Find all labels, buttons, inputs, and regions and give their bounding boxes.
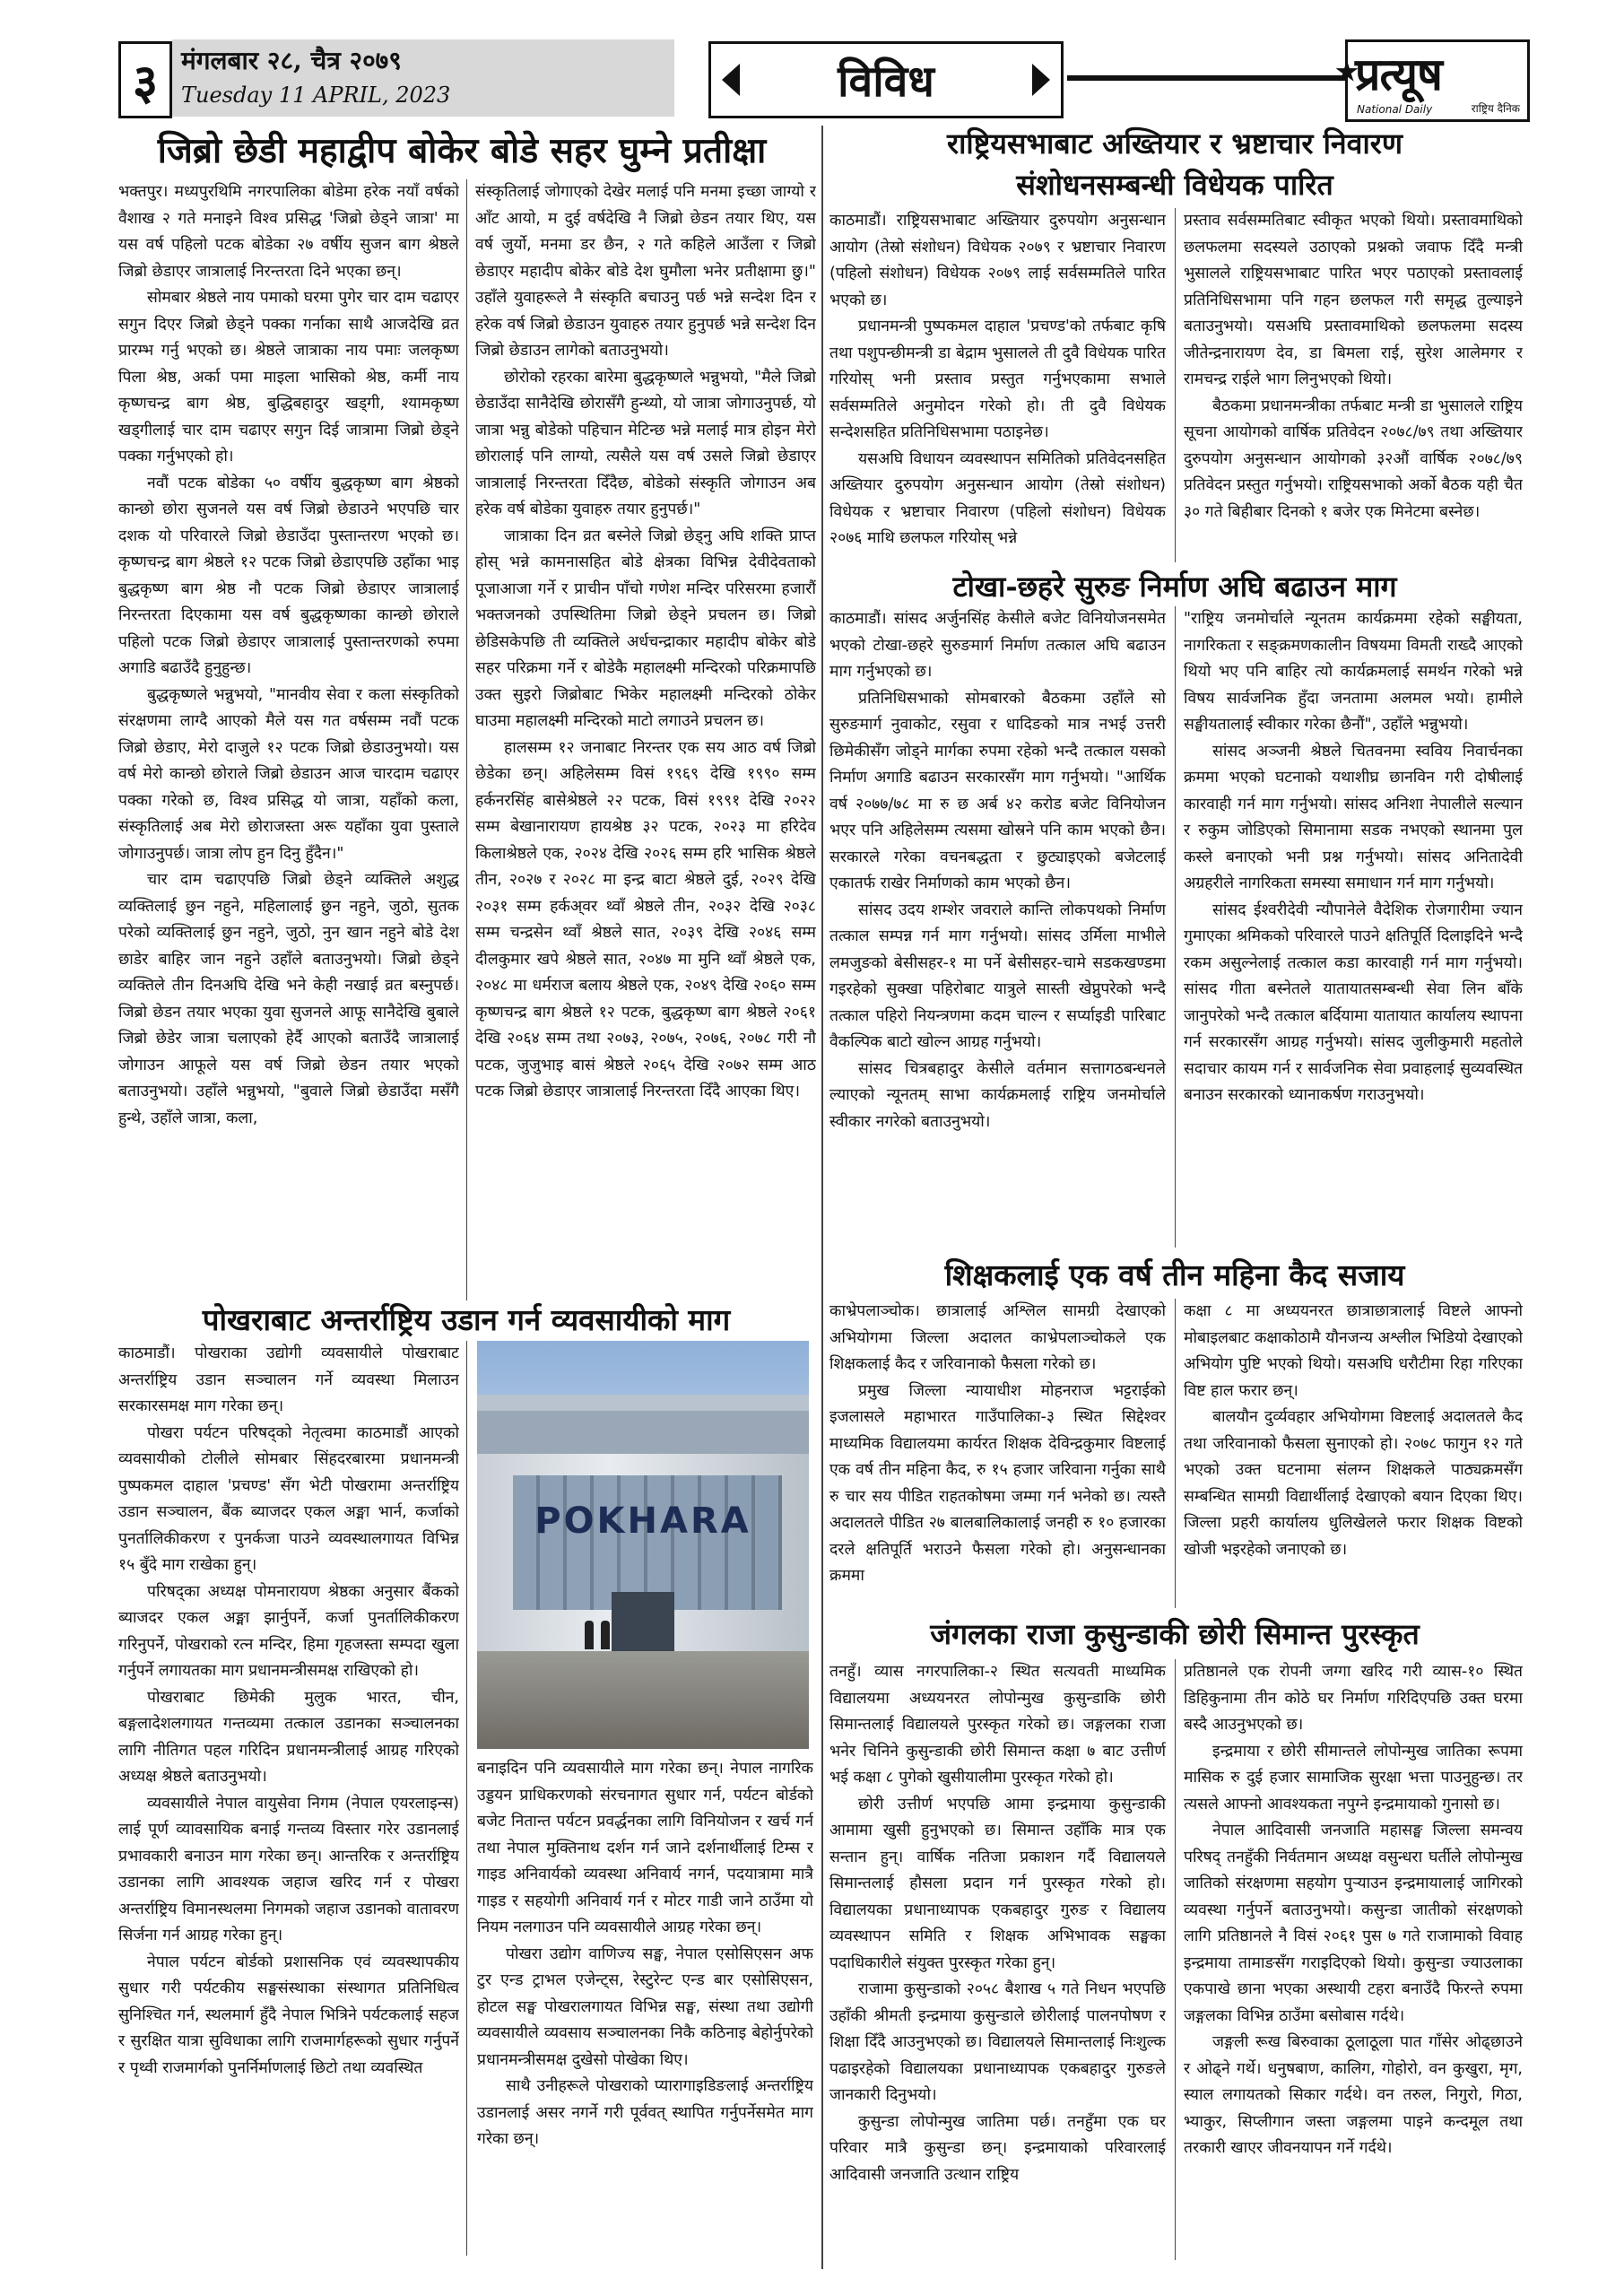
column-divider bbox=[1175, 208, 1176, 562]
arrow-right-icon bbox=[1032, 64, 1050, 96]
logo-subtitle-np: राष्ट्रिय दैनिक bbox=[1471, 102, 1520, 115]
paragraph: सोमबार श्रेष्ठले नाय पमाको घरमा पुगेर चार दाम चढाएर सगुन दिएर जिब्रो छेड्ने पक्का गर्नाका साथै आजदेखि व्रत प्रारम्भ गर्नु भएको छ। श्रेष्ठले जात्राका नाय पमाः जलकृष्ण पिला श्रेष्ठ, अर्का पमा माइला भासिको श्रेष्ठ, कर्मी नाय कृष्णचन्द्र बाग श्रेष्ठ, बुद्धिबहादुर खड्गी, श्यामकृष्ण खड्गीलाई चार दाम चढाएर सगुन दिई जात्रामा जिब्रो छेड्ने पक्का गर्नुभएको हो। bbox=[118, 289, 459, 465]
paragraph: राजामा कुसुन्डाको २०५८ बैशाख ५ गते निधन भएपछि उहाँकी श्रीमती इन्द्रमाया कुसुन्डाले छोरीलाई पालनपोषण र शिक्षा दिँदै आउनुभएको छ। विद्यालयले सिमान्तलाई निःशुल्क पढाइरहेको विद्यालयका प्रधानाध्यापक एकबहादुर गुरुङले जानकारी दिनुभयो। bbox=[829, 1980, 1166, 2104]
paragraph: प्रतिष्ठानले एक रोपनी जग्गा खरिद गरी व्यास-१० स्थित डिहिकुनामा तीन कोठे घर निर्माण गरिदिएपछि उक्त घरमा बस्दै आउनुभएको छ। bbox=[1184, 1663, 1523, 1734]
article-tunnel-col2 bbox=[1184, 606, 1523, 1252]
headline-pokhara-flights: पोखराबाट अन्तर्राष्ट्रिय उडान गर्न व्यवसायीको माग bbox=[202, 1302, 731, 1337]
paragraph: बैठकमा प्रधानमन्त्रीका तर्फबाट मन्त्री डा भुसालले राष्ट्रिय सूचना आयोगको वार्षिक प्रतिवेदन २०७८/७९ तथा अख्तियार दुरुपयोग अनुसन्धान आयोगको ३२औं वार्षिक २०७८/७९ प्रतिवेदन प्रस्तुत गर्नुभयो। राष्ट्रियसभाको अर्को बैठक यही चैत ३० गते बिहीबार दिनको १ बजेर एक मिनेटमा बस्नेछ। bbox=[1184, 396, 1523, 521]
article-kusunda-col1 bbox=[829, 1659, 1166, 2267]
paragraph: प्रमुख जिल्ला न्यायाधीश मोहनराज भट्टराईको इजलासले महाभारत गाउँपालिका-३ स्थित सिद्देश्वर माध्यमिक विद्यालयमा कार्यरत शिक्षक देविन्द्रकुमार विष्टलाई एक वर्ष तीन महिना कैद, रु १५ हजार जरिवाना गर्नुका साथै रु चार सय पीडित राहतकोषमा जम्मा गर्न भनेको छ। त्यस्तै अदालतले पीडित २७ बालबालिकालाई जनही रु १० हजारका दरले क्षतिपूर्ति भराउने फैसला गरेको हो। अनुसन्धानका क्रममा bbox=[829, 1381, 1166, 1585]
logo-subtitle-en: National Daily bbox=[1357, 103, 1433, 116]
paragraph: बनाइदिन पनि व्यवसायीले माग गरेका छन्। नेपाल नागरिक उड्डयन प्राधिकरणको संरचनागत सुधार गर्न, पर्यटन बोर्डको बजेट नितान्त पर्यटन प्रवर्द्धनका लागि विनियोजन र खर्च गर्न तथा नेपाल मुक्तिनाथ दर्शन गर्न जाने दर्शनार्थीलाई टिम्स र गाइड अनिवार्यको व्यवस्था अनिवार्य नगर्न, पदयात्रामा मात्रै गाइड र सहयोगी अनिवार्य गर्न र मोटर गाडी जाने ठाउँमा यो नियम नलगाउन पनि व्यवसायीले आग्रह गरेका छन्। bbox=[477, 1760, 813, 1936]
paragraph: साथै उनीहरूले पोखराको प्यारागाइडिङलाई अन्तर्राष्ट्रिय उडानलाई असर नगर्ने गरी पूर्ववत् स्थापित गर्नुपर्नेसमेत माग गरेका छन्। bbox=[477, 2077, 813, 2148]
paragraph: सांसद ईश्वरीदेवी न्यौपानेले वैदेशिक रोजगारीमा ज्यान गुमाएका श्रमिकको परिवारले पाउने क्षतिपूर्ति दिलाइदिने भन्दै रकम असुल्नेलाई तत्काल कडा कारवाही गर्न माग गर्नुभयो। सांसद गीता बस्नेतले यातायातसम्बन्धी सेवा लिन बाँके जानुपरेको भन्दै तत्काल बर्दियामा यातायात कार्यालय स्थापना गर्न सरकारसँग आग्रह गर्नुभयो। सांसद जुलीकुमारी महतोले सदाचार कायम गर्न र सार्वजनिक सेवा प्रवाहलाई सुव्यवस्थित बनाउन सरकारको ध्यानाकर्षण गराउनुभयो। bbox=[1184, 900, 1523, 1104]
article-tongue-col2 bbox=[475, 179, 816, 1300]
paragraph: भक्तपुर। मध्यपुरथिमि नगरपालिका बोडेमा हरेक नयाँ वर्षको वैशाख २ गते मनाइने विश्व प्रसिद्ध 'जिब्रो छेड्ने जात्रा' मा यस वर्ष पहिलो पटक बोडेका २७ वर्षीय सुजन बाग श्रेष्ठले जिब्रो छेडाएर जात्रालाई निरन्तरता दिने भएका छन्। bbox=[118, 183, 459, 281]
article-pokhara-col1 bbox=[118, 1341, 459, 2265]
paragraph: पोखरा पर्यटन परिषद्को नेतृत्वमा काठमाडौं आएको व्यवसायीको टोलीले सोमबार सिंहदरबारमा प्रधानमन्त्री पुष्पकमल दाहाल 'प्रचण्ड' सँग भेटी पोखरामा अन्तर्राष्ट्रिय उडान सञ्चालन, बैंक ब्याजदर एकल अङ्मा भार्न, कर्जाको पुनर्तालिकीकरण र पुनर्कजा पाउने व्यवस्थालगायत विभिन्न १५ बुँदे माग राखेका हुन्। bbox=[118, 1423, 459, 1574]
headline-teacher-sentence: शिक्षकलाई एक वर्ष तीन महिना कैद सजाय bbox=[944, 1257, 1405, 1292]
paragraph: "राष्ट्रिय जनमोर्चाले न्यूनतम कार्यक्रममा रहेको सङ्घीयता, नागरिकता र सङ्क्रमणकालीन विषयमा विमती राख्दै आएको थियो भए पनि बाहिर त्यो कार्यक्रमलाई समर्थन गरेको भन्ने विषय सार्वजनिक हुँदा जनतामा अलमल भयो। हामीले सङ्घीयतालाई स्वीकार गरेका छैनौं", उहाँले भन्नुभयो। bbox=[1184, 610, 1523, 734]
paragraph: हालसम्म १२ जनाबाट निरन्तर एक सय आठ वर्ष जिब्रो छेडेका छन्। अहिलेसम्म विसं १९६९ देखि १९९० सम्म हर्कनरसिंह बासेश्रेष्ठले २२ पटक, विसं १९९१ देखि २०२२ सम्म बेखानारायण हायश्रेष्ठ ३२ पटक, २०२३ मा हरिदेव किलाश्रेष्ठले एक, २०२४ देखि २०२६ सम्म हरि भासिक श्रेष्ठले तीन, २०२७ र २०२८ मा इन्द्र बाटा श्रेष्ठले दुई, २०२९ देखि २०३१ सम्म हर्कअ्वर थ्वाँ श्रेष्ठले तीन, २०३२ देखि २०३८ सम्म चन्द्रसेन थ्वाँ श्रेष्ठले सात, २०३९ देखि २०४६ सम्म दीलकुमार खपे श्रेष्ठले सात, २०४७ मा मुनि थ्वाँ श्रेष्ठले एक, २०४८ मा धर्मराज बलाय श्रेष्ठले एक, २०४९ देखि २०६० सम्म कृष्णचन्द्र बाग श्रेष्ठले १२ पटक, बुद्धकृष्ण बाग श्रेष्ठले २०६१ देखि २०६४ सम्म तथा २०७३, २०७५, २०७६, २०७८ गरी नौ पटक, जुजुभाइ बासं श्रेष्ठले २०६५ देखि २०७२ सम्म आठ पटक जिब्रो छेडाएर जात्रालाई निरन्तरता दिँदै आएका थिए। bbox=[475, 738, 816, 1100]
paragraph: सांसद उदय शम्शेर जवराले कान्ति लोकपथको निर्माण तत्काल सम्पन्न गर्न माग गर्नुभयो। सांसद उर्मिला माभीले लमजुङको बेसीसहर-१ मा पर्ने बेसीसहर-चामे सडकखण्डमा गइरहेको सुक्खा पहिरोबाट यात्रुले सास्ती खेप्नुपरेको भन्दै तत्काल पहिरो नियन्त्रणमा कदम चाल्न र सर्प्याइडी पारिबाट वैकल्पिक बाटो खोल्न आग्रह गर्नुभयो। bbox=[829, 900, 1166, 1051]
paragraph: सांसद चित्रबहादुर केसीले वर्तमान सत्तागठबन्धनले ल्याएको न्यूनतम् साभा कार्यक्रमलाई राष्ट्रिय जनमोर्चाले स्वीकार नगरेको बताउनुभयो। bbox=[829, 1059, 1166, 1131]
paragraph: इन्द्रमाया र छोरी सीमान्तले लोपोन्मुख जातिका रूपमा मासिक रु दुई हजार सामाजिक सुरक्षा भत्ता पाउनुहुन्छ। तर त्यसले आफ्नो आवश्यकता नपुग्ने इन्द्रमायाको गुनासो छ। bbox=[1184, 1742, 1523, 1813]
headline-parliament-line1: राष्ट्रियसभाबाट अख्तियार र भ्रष्टाचार निवारण bbox=[947, 126, 1403, 161]
paragraph: काठमाडौं। सांसद अर्जुनसिंह केसीले बजेट विनियोजनसमेत भएको टोखा-छहरे सुरुङमार्ग निर्माण तत्काल अघि बढाउन माग गर्नुभएको छ। bbox=[829, 610, 1166, 681]
paragraph: व्यवसायीले नेपाल वायुसेवा निगम (नेपाल एयरलाइन्स) लाई पूर्ण व्यावसायिक बनाई गन्तव्य विस्तार गरेर उडानलाई प्रभावकारी बनाउन माग गरेका छन्। आन्तरिक र अन्तर्राष्ट्रिय उडानका लागि आवश्यक जहाज खरिद गर्न र पोखरा अन्तर्राष्ट्रिय विमानस्थलमा निगमको जहाज उडानको वातावरण सिर्जना गर्न आग्रह गरेका हुन्। bbox=[118, 1794, 459, 1944]
article-teacher-col1 bbox=[829, 1299, 1166, 1613]
newspaper-logo bbox=[1345, 39, 1530, 122]
headline-kusunda: जंगलका राजा कुसुन्डाकी छोरी सिमान्त पुरस्कृत bbox=[930, 1617, 1420, 1651]
pokhara-airport-photo bbox=[477, 1341, 809, 1749]
paragraph: कुसुन्डा लोपोन्मुख जातिमा पर्छ। तनहुँमा एक घर परिवार मात्रै कुसुन्डा छन्। इन्द्रमायाको परिवारलाई आदिवासी जनजाति उत्थान राष्ट्रिय bbox=[829, 2112, 1166, 2184]
section-label: विविध bbox=[838, 56, 934, 107]
article-parliament-col2 bbox=[1184, 208, 1523, 567]
paragraph: नवौं पटक बोडेका ५० वर्षीय बुद्धकृष्ण बाग श्रेष्ठको कान्छो छोरा सुजनले यस वर्ष जिब्रो छेडाउने भएपछि चार दशक यो परिवारले जिब्रो छेडाउँदा पुस्तान्तरण भएको छ। कृष्णचन्द्र बाग श्रेष्ठले १२ पटक जिब्रो छेडाएपछि उहाँका भाइ बुद्धकृष्ण बाग श्रेष्ठ नौ पटक जिब्रो छेडाएर जात्रालाई निरन्तरता दिएकामा यस वर्ष बुद्धकृष्णका कान्छो छोराले पहिलो पटक जिब्रो छेडाएर जात्रालाई पुस्तान्तरणको रुपमा अगाडि बढाउँदै हुनुहुन्छ। bbox=[118, 474, 459, 677]
date-box bbox=[172, 39, 674, 117]
paragraph: संस्कृतिलाई जोगाएको देखेर मलाई पनि मनमा इच्छा जाग्यो र आँट आयो, म दुई वर्षदेखि नै जिब्रो छेडन तयार थिए, यस वर्ष जुर्यो, मनमा डर छैन, २ गते कहिले आउँला र जिब्रो छेडाएर महादीप बोकेर बोडे देश घुमौला भनेर प्रतीक्षामा छु।" उहाँले युवाहरूले नै संस्कृति बचाउनु पर्छ भन्ने सन्देश दिन र हरेक वर्ष जिब्रो छेडाउन युवाहरु तयार हुनुपर्छ भन्ने सन्देश दिन जिब्रो छेडाउन लागेको बताउनुभयो। bbox=[475, 183, 816, 360]
header-divider bbox=[1067, 75, 1345, 81]
paragraph: कक्षा ८ मा अध्ययनरत छात्राछात्रालाई विष्टले आफ्नो मोबाइलबाट कक्षाकोठामै यौनजन्य अश्लील भिडियो देखाएको अभियोग पुष्टि भएको थियो। यसअघि धरौटीमा रिहा गरिएका विष्ट हाल फरार छन्। bbox=[1184, 1302, 1523, 1400]
section-title bbox=[708, 41, 1064, 118]
paragraph: जङ्गली रूख बिरुवाका ठूलाठूला पात गाँसेर ओढ्छाउने र ओढ्ने गर्थे। धनुषबाण, कालिग, गोहोरो, वन कुखुरा, मृग, स्याल लगायतको सिकार गर्दथे। वन तरुल, निगुरो, गिठा, भ्याकुर, सिप्लीगान जस्ता जङ्गलमा पाइने कन्दमूल तथा तरकारी खाएर जीवनयापन गर्ने गर्दथे। bbox=[1184, 2033, 1523, 2157]
column-divider bbox=[466, 179, 467, 1300]
paragraph: यसअघि विधायन व्यवस्थापन समितिको प्रतिवेदनसहित अख्तियार दुरुपयोग अनुसन्धान आयोग (तेस्रो संशोधन) विधेयक र भ्रष्टाचार निवारण (पहिलो संशोधन) विधेयक २०७६ माथि छलफल गरियोस् भन्ने bbox=[829, 449, 1166, 547]
arrow-left-icon bbox=[722, 64, 740, 96]
paragraph: जात्राका दिन व्रत बस्नेले जिब्रो छेड्नु अघि शक्ति प्राप्त होस् भन्ने कामनासहित बोडे क्षेत्रका विभिन्न देवीदेवताको पूजाआजा गर्ने र प्राचीन पाँचो गणेश मन्दिर परिसरमा हजारौं भक्तजनको उपस्थितिमा जिब्रो छेड्ने प्रचलन छ। जिब्रो छेडिसकेपछि ती व्यक्तिले अर्धचन्द्राकार महादीप बोकेर बोडे सहर परिक्रमा गर्ने र बोडेकै महालक्ष्मी मन्दिरको परिक्रमापछि उक्त सुइरो जिब्रोबाट भिकेर महालक्ष्मी मन्दिरको ठोकेर घाउमा महालक्ष्मी मन्दिरको माटो लगाउने प्रचलन छ। bbox=[475, 526, 816, 730]
article-pokhara-col2 bbox=[477, 1756, 813, 2267]
paragraph: काठमाडौं। पोखराका उद्योगी व्यवसायीले पोखराबाट अन्तर्राष्ट्रिय उडान सञ्चालन गर्ने व्यवस्था मिलाउन सरकारसमक्ष माग गरेका छन्। bbox=[118, 1344, 459, 1415]
column-divider bbox=[1175, 1299, 1176, 1608]
paragraph: छोरी उत्तीर्ण भएपछि आमा इन्द्रमाया कुसुन्डाकी आमामा खुसी हुनुभएको छ। सिमान्त उहाँकि मात्र एक सन्तान हुन्। वार्षिक नतिजा प्रकाशन गर्दै विद्यालयले सिमान्तलाई हौसला प्रदान गर्न पुरस्कृत गरेको हो। विद्यालयका प्रधानाध्यापक एकबहादुर गुरुङ र विद्यालय व्यवस्थापन समिति र शिक्षक अभिभावक सङ्घका पदाधिकारीले संयुक्त पुरस्कृत गरेका हुन्। bbox=[829, 1795, 1166, 1972]
article-parliament-col1 bbox=[829, 208, 1166, 567]
paragraph: बालयौन दुर्व्यवहार अभियोगमा विष्टलाई अदालतले कैद तथा जरिवानाको फैसला सुनाएको हो। २०७८ फागुन १२ गते भएको उक्त घटनामा संलग्न शिक्षकले पाठ्यक्रमसँग सम्बन्धित सामग्री विद्यार्थीलाई देखाएको बयान दिएका थिए। जिल्ला प्रहरी कार्यालय धुलिखेलले फरार शिक्षक विष्टको खोजी भइरहेको जनाएको छ। bbox=[1184, 1408, 1523, 1559]
paragraph: परिषद्का अध्यक्ष पोमनारायण श्रेष्ठका अनुसार बैंकको ब्याजदर एकल अङ्मा झार्नुपर्ने, कर्जा पुनर्तालिकीकरण गरिनुपर्ने, पोखराको रत्न मन्दिर, हिमा गृहजस्ता सम्पदा खुला गर्नुपर्ने लगायतका माग प्रधानमन्त्रीसमक्ष राखिएको हो। bbox=[118, 1582, 459, 1680]
paragraph: काठमाडौं। राष्ट्रियसभाबाट अख्तियार दुरुपयोग अनुसन्धान आयोग (तेस्रो संशोधन) विधेयक २०७९ र भ्रष्टाचार निवारण (पहिलो संशोधन) विधेयक २०७९ लाई सर्वसम्मतिले पारित भएको छ। bbox=[829, 212, 1166, 309]
paragraph: प्रस्ताव सर्वसम्मतिबाट स्वीकृत भएको थियो। प्रस्तावमाथिको छलफलमा सदस्यले उठाएको प्रश्नको जवाफ दिँदै मन्त्री भुसालले राष्ट्रियसभाबाट पारित भएर पठाएको प्रस्तावलाई प्रतिनिधिसभामा पनि गहन छलफल गरी समृद्ध तुल्याइने बताउनुभयो। यसअघि प्रस्तावमाथिको छलफलमा सदस्य जीतेन्द्रनारायण देव, डा बिमला राई, सुरेश आलेमगर र रामचन्द्र राईले भाग लिनुभएको थियो। bbox=[1184, 212, 1523, 388]
paragraph: प्रधानमन्त्री पुष्पकमल दाहाल 'प्रचण्ड'को तर्फबाट कृषि तथा पशुपन्छीमन्त्री डा बेद्राम भुसालले ती दुवै विधेयक पारित गरियोस् भनी प्रस्ताव प्रस्तुत गर्नुभएकामा सभाले सर्वसम्मतिले अनुमोदन गरेको हो। ती दुवै विधेयक सन्देशसहित प्रतिनिधिसभामा पठाइनेछ। bbox=[829, 317, 1166, 441]
paragraph: पोखराबाट छिमेकी मुलुक भारत, चीन, बङ्गलादेशलगायत गन्तव्यमा तत्काल उडानका सञ्चालनका लागि नीतिगत पहल गरिदिन प्रधानमन्त्रीलाई आग्रह गरिएको अध्यक्ष श्रेष्ठले बताउनुभयो। bbox=[118, 1688, 459, 1786]
paragraph: प्रतिनिधिसभाको सोमबारको बैठकमा उहाँले सो सुरुङमार्ग नुवाकोट, रसुवा र धादिङको मात्र नभई उत्तरी छिमेकीसँग जोड्ने मार्गका रुपमा रहेको भन्दै तत्काल यसको निर्माण अगाडि बढाउन सरकारसँग माग गर्नुभयो। "आर्थिक वर्ष २०७७/७८ मा रु छ अर्ब ४२ करोड बजेट विनियोजन भएर पनि अहिलेसम्म त्यसमा खोस्रने पनि काम भएको छैन। सरकारले गरेका वचनबद्धता र छुट्याइएको बजेटलाई एकातर्फ राखेर निर्माणको काम भएको छैन। bbox=[829, 689, 1166, 892]
paragraph: नेपाल पर्यटन बोर्डको प्रशासनिक एवं व्यवस्थापकीय सुधार गरी पर्यटकीय सङ्घसंस्थाका संस्थागत प्रतिनिधित्व सुनिश्चित गर्न, स्थलमार्ग हुँदै नेपाल भित्रिने पर्यटकलाई सहज र सुरक्षित यात्रा सुविधाका लागि राजमार्गहरूको सुधार गर्नुपर्ने र पृथ्वी राजमार्गको पुनर्निर्माणलाई छिटो तथा व्यवस्थित bbox=[118, 1952, 459, 2077]
column-divider bbox=[466, 1341, 467, 2256]
date-english: Tuesday 11 APRIL, 2023 bbox=[181, 83, 451, 108]
paragraph: नेपाल आदिवासी जनजाति महासङ्घ जिल्ला समन्वय परिषद् तनहुँकी निर्वतमान अध्यक्ष वसुन्धरा घर्तीले लोपोन्मुख जातिको संरक्षणमा सहयोग पुऱ्याउन इन्द्रमायालाई जागिरको व्यवस्था गर्नुपर्ने बताउनुभयो। कसुन्डा जातीको संरक्षणको लागि प्रतिष्ठानले नै विसं २०६१ पुस ७ गते राजामाको विवाह इन्द्रमाया तामाङसँग गराइदिएको थियो। कुसुन्डा ज्याउलाका एकपाखे छाना भएका अस्थायी टहरा बनाउँदै फिरन्ते रुपमा जङ्गलका विभिन्न ठाउँमा बसोबास गर्दथे। bbox=[1184, 1822, 1523, 2025]
paragraph: तनहुँ। व्यास नगरपालिका-२ स्थित सत्यवती माध्यमिक विद्यालयमा अध्ययनरत लोपोन्मुख कुसुन्डाकि छोरी सिमान्तलाई विद्यालयले पुरस्कृत गरेको छ। जङ्गलका राजा भनेर चिनिने कुसुन्डाकी छोरी सिमान्त कक्षा ७ बाट उत्तीर्ण भई कक्षा ८ पुगेको खुसीयालीमा पुरस्कृत गरेको हो। bbox=[829, 1663, 1166, 1787]
page-number: ३ bbox=[118, 41, 172, 118]
headline-parliament-line2: संशोधनसम्बन्धी विधेयक पारित bbox=[1016, 168, 1333, 202]
paragraph: चार दाम चढाएपछि जिब्रो छेड्ने व्यक्तिले अशुद्ध व्यक्तिलाई छुन नहुने, महिलालाई छुन नहुने, जुठो, सुतक परेको व्यक्तिलाई छुन नहुने, जुठो, नुन खान नहुने बोडे देश छाडेर बाहिर जान नहुने उहाँले बताउनुभयो। जिब्रो छेड्ने व्यक्तिले तीन दिनअघि देखि भने केही नखाई व्रत बस्नुपर्छ। जिब्रो छेडन तयार भएका युवा सुजनले आफू सानैदेखि बुबाले जिब्रो छेडेर जात्रा चलाएको हेर्दै आएको बताउँदै जात्रालाई जोगाउन आफूले यस वर्ष जिब्रो छेडन तयार भएको बताउनुभयो। उहाँले भन्नुभयो, "बुवाले जिब्रो छेडाउँदा मसँगै हुन्थे, उहाँले जात्रा, कला, bbox=[118, 871, 459, 1127]
article-tunnel-col1 bbox=[829, 606, 1166, 1252]
date-nepali: मंगलबार २८, चैत्र २०७९ bbox=[181, 46, 402, 75]
paragraph: सांसद अञ्जनी श्रेष्ठले चितवनमा स्वविय निवार्चनका क्रममा भएको घटनाको यथाशीघ्र छानविन गरी दोषीलाई कारवाही गर्न माग गर्नुभयो। सांसद अनिशा नेपालीले सल्यान र रुकुम जोडिएको सिमानामा सडक नभएको स्थानमा पुल कस्ले बनाएको भनी प्रश्न गर्नुभयो। सांसद अनितादेवी अग्रहरीले नागरिकता समस्या समाधान गर्न माग गर्नुभयो। bbox=[1184, 742, 1523, 892]
column-divider bbox=[1175, 1659, 1176, 2260]
logo-title: प्रत्यूष bbox=[1355, 48, 1442, 100]
paragraph: काभ्रेपलाञ्चोक। छात्रालाई अश्लिल सामग्री देखाएको अभियोगमा जिल्ला अदालत काभ्रेपलाञ्चोकले एक शिक्षकलाई कैद र जरिवानाको फैसला गरेको छ। bbox=[829, 1302, 1166, 1373]
photo-sign-text: POKHARA bbox=[534, 1500, 751, 1542]
paragraph: बुद्धकृष्णले भन्नुभयो, "मानवीय सेवा र कला संस्कृतिको संरक्षणमा लाग्दै आएको मैले यस गत वर्षसम्म नवौं पटक जिब्रो छेडाए, मेरो दाजुले १२ पटक जिब्रो छेडाउनुभयो। यस वर्ष मेरो कान्छो छोराले जिब्रो छेडाउन आज चारदाम चढाएर पक्का गरेको छ, विश्व प्रसिद्ध यो जात्रा, यहाँको कला, संस्कृतिलाई अब मेरो छोराजस्ता अरू यहाँका युवा पुस्ताले जोगाउनुपर्छ। जात्रा लोप हुन दिनु हुँदैन।" bbox=[118, 685, 459, 863]
headline-tongue-festival: जिब्रो छेडी महाद्वीप बोकेर बोडे सहर घुम्ने प्रतीक्षा bbox=[157, 130, 767, 171]
headline-tunnel: टोखा-छहरे सुरुङ निर्माण अघि बढाउन माग bbox=[952, 570, 1397, 604]
paragraph: छोरोको रहरका बारेमा बुद्धकृष्णले भन्नुभयो, "मैले जिब्रो छेडाउँदा सानैदेखि छोरासँगै हुन्थ्यो, यो जात्रा जोगाउनुपर्छ, यो जात्रा भन्नु बोडेको पहिचान मेटिन्छ भन्ने मलाई मात्र होइन मेरो छोरालाई पनि लाग्यो, त्यसैले यस वर्ष उसले जिब्रो छेडाएर जात्रालाई निरन्तरता दिँदैछ, बोडेको संस्कृति जोगाउन अब हरेक वर्ष बोडेका युवाहरु तयार हुनुपर्छ।" bbox=[475, 368, 816, 518]
paragraph: पोखरा उद्योग वाणिज्य सङ्घ, नेपाल एसोसिएसन अफ टुर एन्ड ट्राभल एजेन्ट्स, रेस्टुरेन्ट एन्ड बार एसोसिएसन, होटल सङ्घ पोखरालगायत विभिन्न सङ्घ, संस्था तथा उद्योगी व्यवसायीले व्यवसाय सञ्चालनका निकै कठिनाइ बेहोर्नुपरेको प्रधानमन्त्रीसमक्ष दुखेसो पोखेका थिए। bbox=[477, 1944, 813, 2069]
page-column-divider bbox=[821, 126, 823, 2269]
column-divider bbox=[1175, 606, 1176, 1248]
article-kusunda-col2 bbox=[1184, 1659, 1523, 2267]
article-tongue-col1 bbox=[118, 179, 459, 1336]
article-teacher-col2 bbox=[1184, 1299, 1523, 1613]
